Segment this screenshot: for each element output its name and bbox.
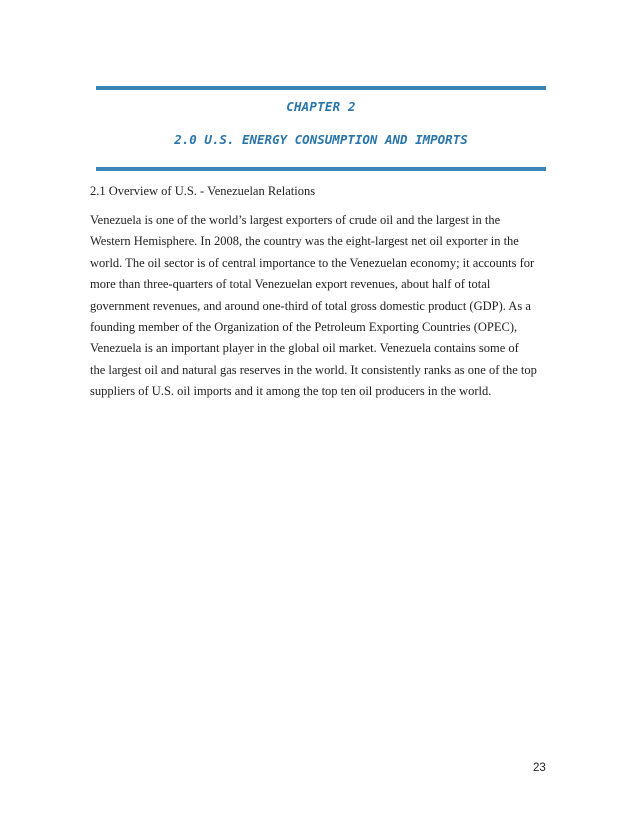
paragraph-line: more than three-quarters of total Venezuelan export revenues, about half of total — [90, 277, 491, 292]
paragraph-line: suppliers of U.S. oil imports and it among the top ten oil producers in the world. — [90, 384, 492, 399]
section-heading: 2.1 Overview of U.S. - Venezuelan Relations — [90, 184, 316, 198]
paragraph-line: Venezuela is an important player in the global oil market. Venezuela contains some of — [90, 341, 519, 356]
paragraph-line: founding member of the Organization of the Petroleum Exporting Countries (OPEC), — [90, 320, 518, 335]
chapter-top-rule — [96, 86, 546, 90]
paragraph-line: the largest oil and natural gas reserves in the world. It consistently ranks as one of the top — [90, 362, 537, 377]
paragraph-line: government revenues, and around one-third of total gross domestic product (GDP). As a — [90, 298, 531, 313]
section-paragraph — [90, 210, 560, 403]
paragraph-line: Western Hemisphere. In 2008, the country was the eight-largest net oil exporter in the — [90, 234, 519, 249]
chapter-label: CHAPTER 2 — [286, 99, 356, 114]
chapter-bottom-rule — [96, 167, 546, 171]
page-number: 23 — [533, 762, 546, 774]
paragraph-line: world. The oil sector is of central importance to the Venezuelan economy; it accounts for — [90, 255, 535, 270]
chapter-title: 2.0 U.S. ENERGY CONSUMPTION AND IMPORTS — [174, 132, 468, 147]
paragraph-line: Venezuela is one of the world’s largest exporters of crude oil and the largest in the — [90, 213, 501, 227]
